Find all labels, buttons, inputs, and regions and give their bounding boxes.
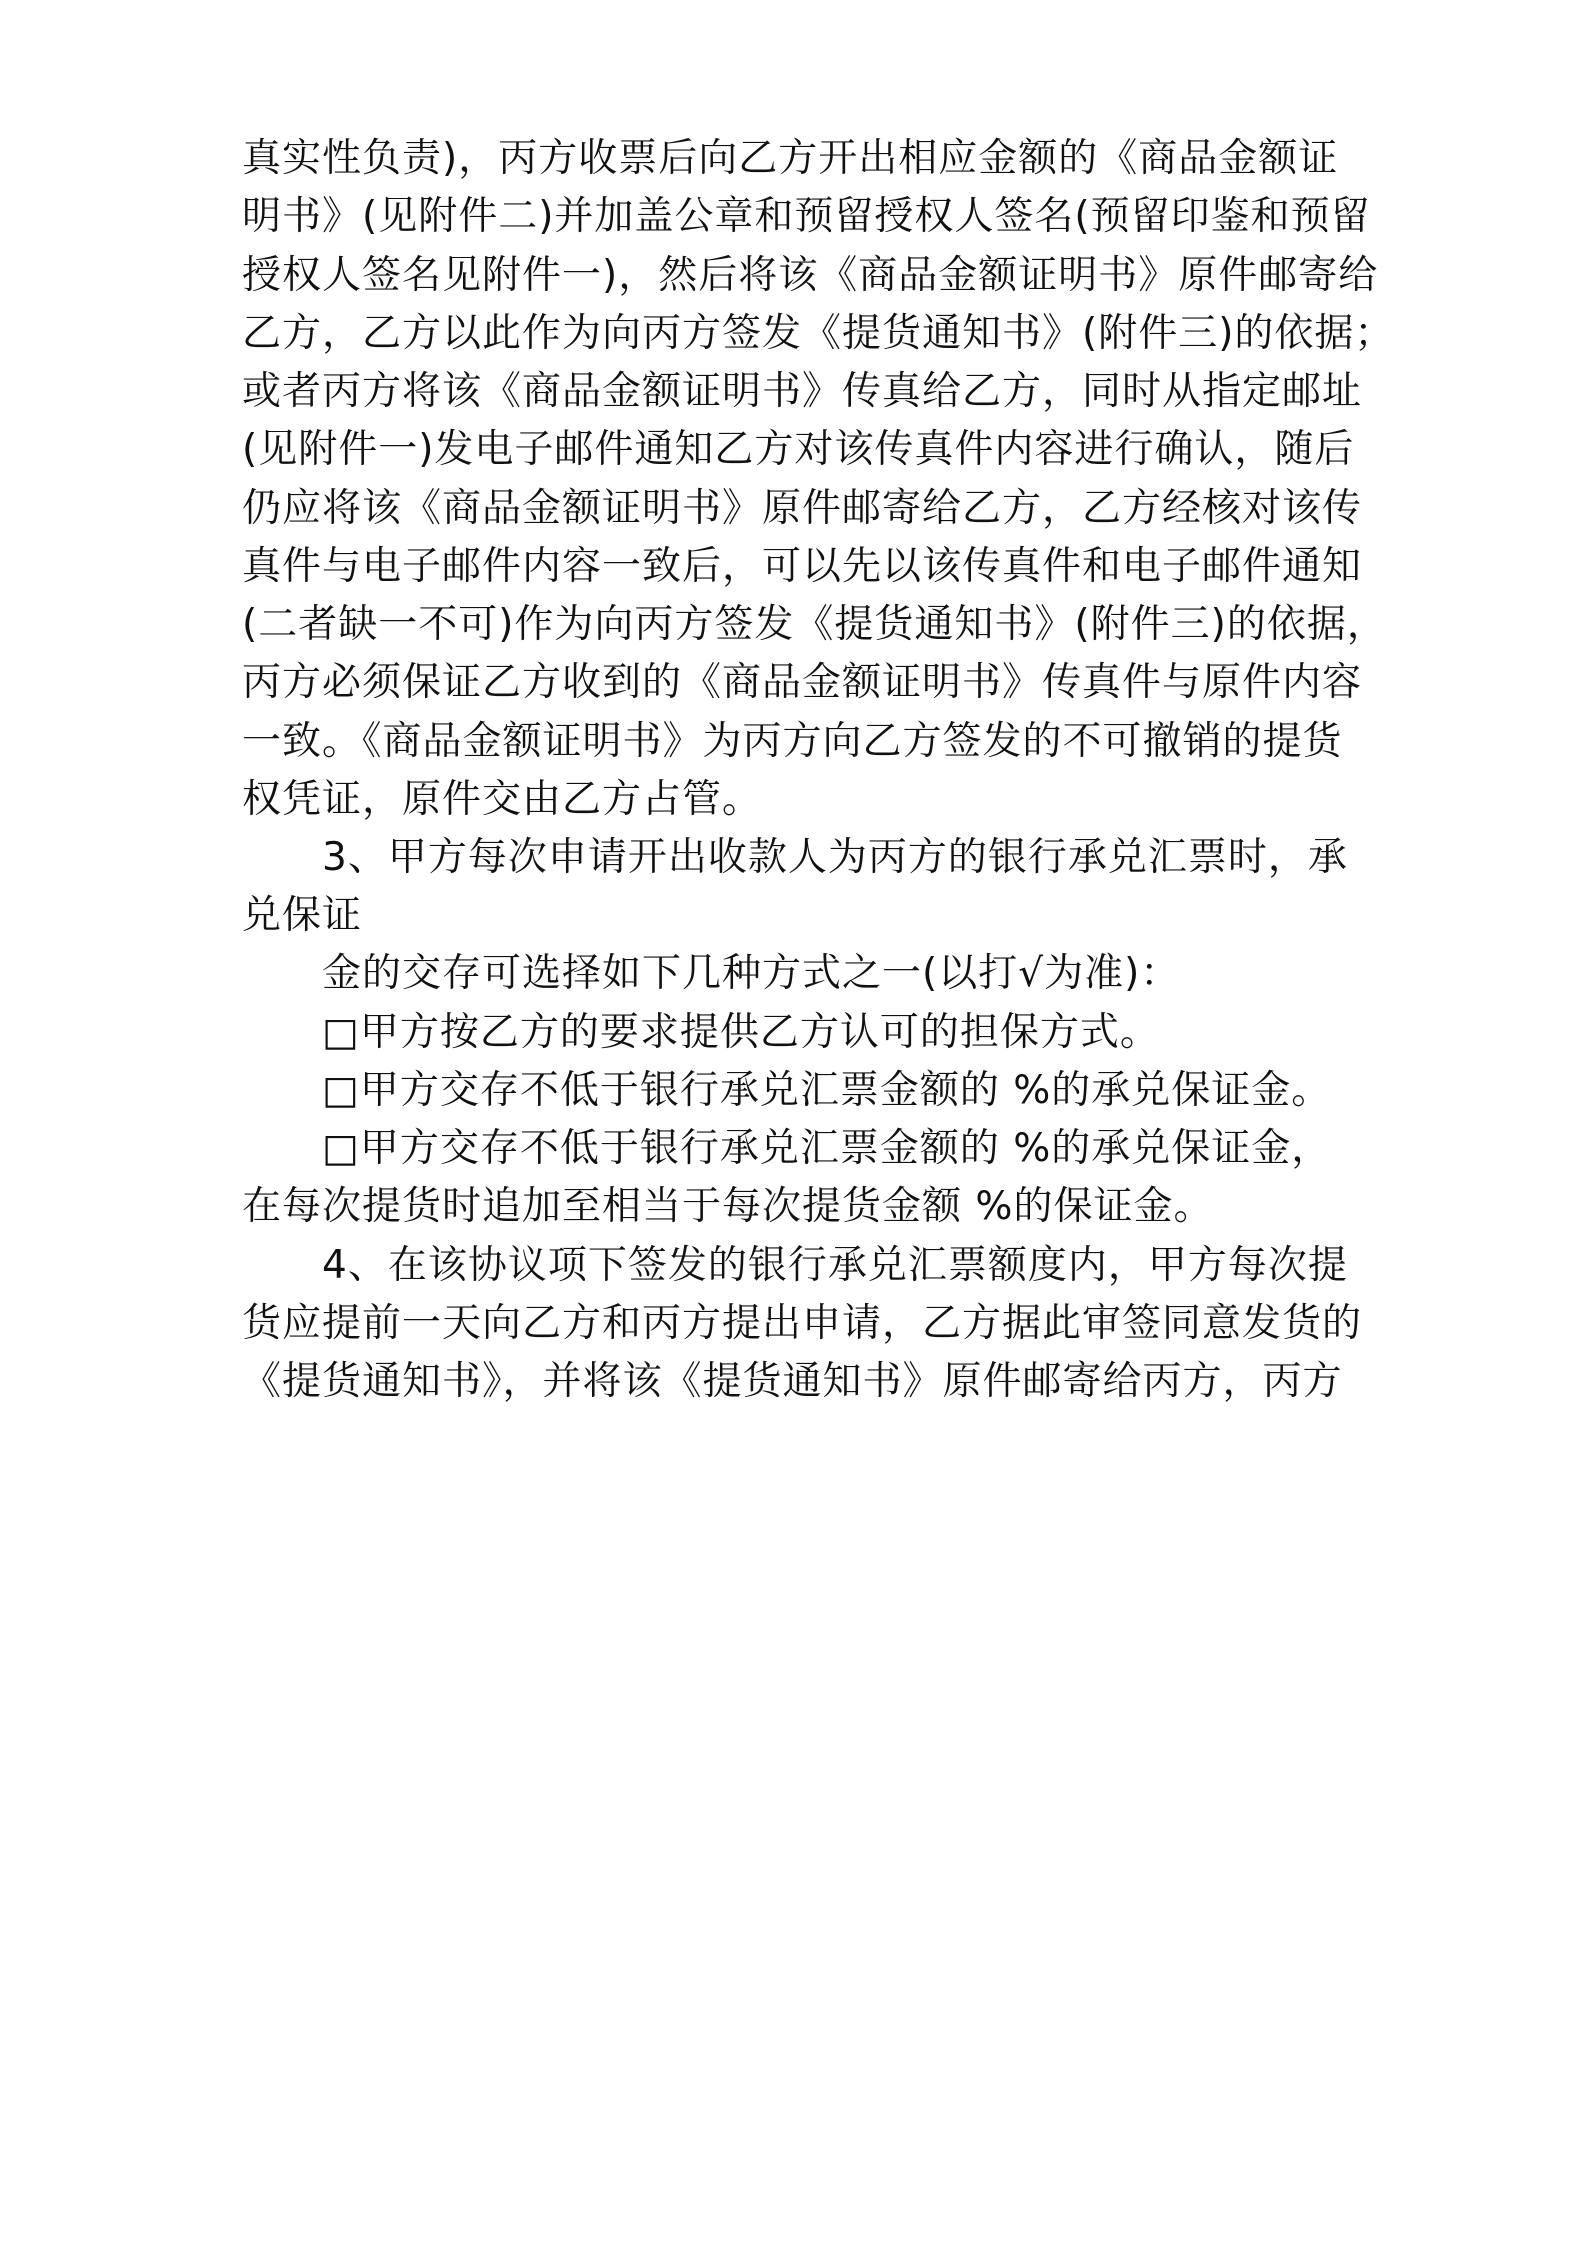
text-line: (见附件一)发电子邮件通知乙方对该传真件内容进行确认，随后 xyxy=(242,427,1355,472)
text-line: (二者缺一不可)作为向丙方签发《提货通知书》(附件三)的依据， xyxy=(242,602,1387,647)
text-line: 仍应将该《商品金额证明书》原件邮寄给乙方，乙方经核对该传 xyxy=(242,486,1363,531)
checkbox-option-3: □甲方交存不低于银行承兑汇票金额的 %的承兑保证金， xyxy=(322,1126,1332,1171)
paragraph-3-first-line: 3、甲方每次申请开出收款人为丙方的银行承兑汇票时，承 xyxy=(322,835,1348,880)
text-line: 或者丙方将该《商品金额证明书》传真给乙方，同时从指定邮址 xyxy=(242,369,1363,414)
checkbox-option-1: □甲方按乙方的要求提供乙方认可的担保方式。 xyxy=(322,1010,1160,1055)
text-line: 《提货通知书》，并将该《提货通知书》原件邮寄给丙方，丙方 xyxy=(242,1359,1343,1404)
text-line: 货应提前一天向乙方和丙方提出申请，乙方据此审签同意发货的 xyxy=(242,1301,1363,1346)
text-line: 金的交存可选择如下几种方式之一(以打√为准)： xyxy=(322,951,1181,996)
text-line: 权凭证，原件交由乙方占管。 xyxy=(242,777,763,822)
text-line: 丙方必须保证乙方收到的《商品金额证明书》传真件与原件内容 xyxy=(242,660,1363,705)
text-line: 真实性负责)，丙方收票后向乙方开出相应金额的《商品金额证 xyxy=(242,136,1339,181)
text-line: 在每次提货时追加至相当于每次提货金额 %的保证金。 xyxy=(242,1184,1214,1229)
text-line: 授权人签名见附件一)，然后将该《商品金额证明书》原件邮寄给 xyxy=(242,253,1379,298)
text-line: 真件与电子邮件内容一致后，可以先以该传真件和电子邮件通知 xyxy=(242,544,1363,589)
checkbox-option-2: □甲方交存不低于银行承兑汇票金额的 %的承兑保证金。 xyxy=(322,1068,1332,1113)
text-line: 兑保证 xyxy=(242,893,363,938)
text-line: 一致。《商品金额证明书》为丙方向乙方签发的不可撤销的提货 xyxy=(242,719,1343,764)
paragraph-4-first-line: 4、在该协议项下签发的银行承兑汇票额度内，甲方每次提 xyxy=(322,1243,1348,1288)
text-line: 明书》(见附件二)并加盖公章和预留授权人签名(预留印鉴和预留 xyxy=(242,194,1371,239)
text-line: 乙方，乙方以此作为向丙方签发《提货通知书》(附件三)的依据； xyxy=(242,311,1395,356)
